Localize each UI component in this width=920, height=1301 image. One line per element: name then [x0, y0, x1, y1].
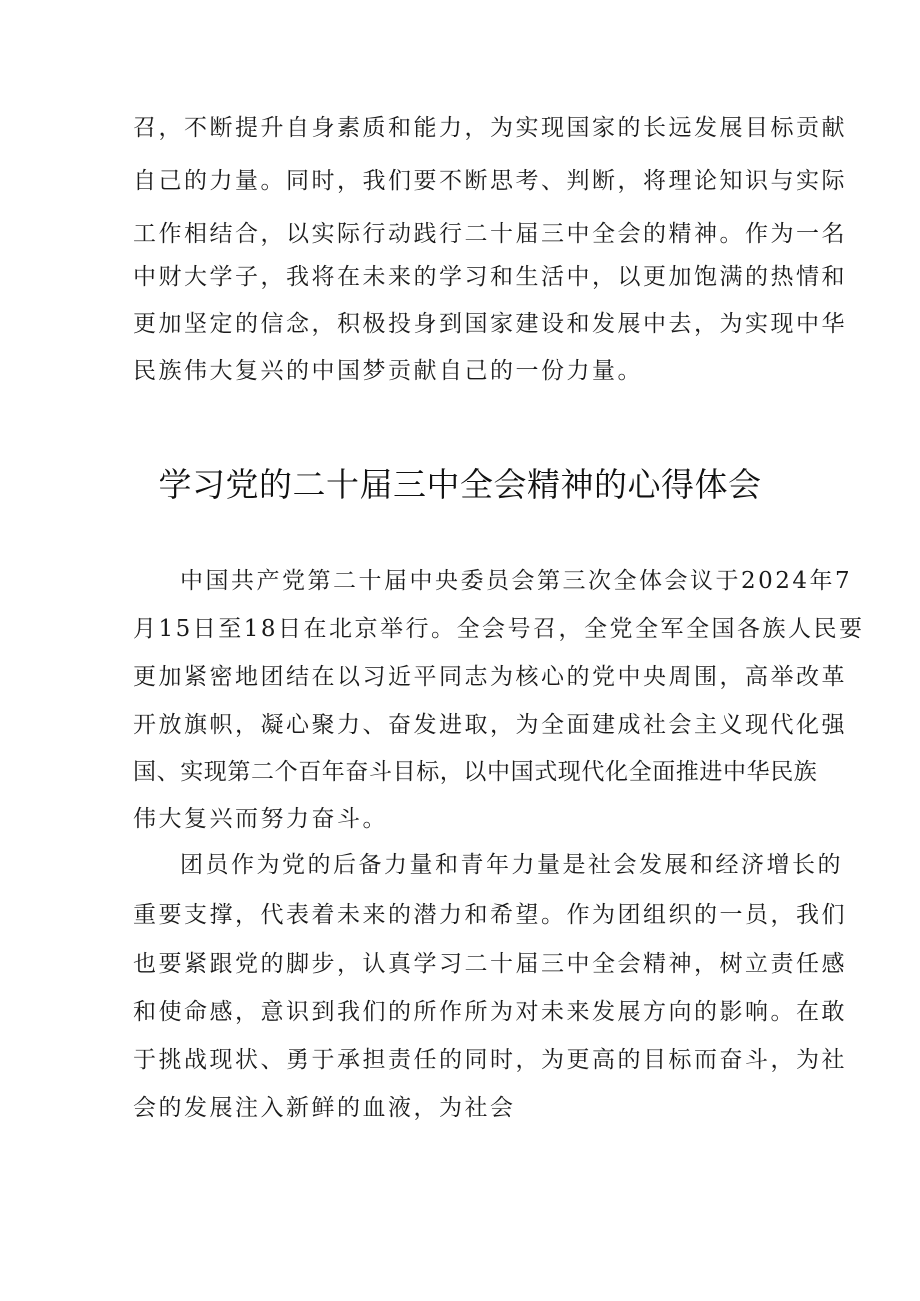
text-line: 月15日至18日在北京举行。全会号召，全党全军全国各族人民要: [133, 616, 865, 642]
text-line: 国、实现第二个百年奋斗目标，以中国式现代化全面推进中华民族: [133, 759, 818, 785]
text-line: 更加坚定的信念，积极投身到国家建设和发展中去，为实现中华: [133, 311, 847, 337]
text-line: 于挑战现状、勇于承担责任的同时，为更高的目标而奋斗，为社: [133, 1047, 847, 1073]
text-line: 中国共产党第二十届中央委员会第三次全体会议于2024年7: [180, 568, 853, 594]
text-line: 团员作为党的后备力量和青年力量是社会发展和经济增长的: [180, 852, 843, 878]
text-line: 自己的力量。同时，我们要不断思考、判断，将理论知识与实际: [133, 168, 847, 194]
text-line: 会的发展注入新鲜的血液，为社会: [133, 1095, 516, 1121]
text-line: 更加紧密地团结在以习近平同志为核心的党中央周围，高举改革: [133, 664, 847, 690]
text-line: 民族伟大复兴的中国梦贡献自己的一份力量。: [133, 358, 643, 384]
text-line: 伟大复兴而努力奋斗。: [133, 806, 388, 832]
text-line: 开放旗帜，凝心聚力、奋发进取，为全面建成社会主义现代化强: [133, 712, 847, 738]
page-title: 学习党的二十届三中全会精神的心得体会: [158, 465, 762, 504]
text-line: 工作相结合，以实际行动践行二十届三中全会的精神。作为一名: [133, 221, 847, 247]
text-line: 重要支撑，代表着未来的潜力和希望。作为团组织的一员，我们: [133, 902, 847, 928]
text-line: 和使命感，意识到我们的所作所为对未来发展方向的影响。在敢: [133, 999, 847, 1025]
text-line: 中财大学子，我将在未来的学习和生活中，以更加饱满的热情和: [133, 264, 847, 290]
text-line: 也要紧跟党的脚步，认真学习二十届三中全会精神，树立责任感: [133, 951, 847, 977]
text-line: 召，不断提升自身素质和能力，为实现国家的长远发展目标贡献: [133, 115, 847, 141]
